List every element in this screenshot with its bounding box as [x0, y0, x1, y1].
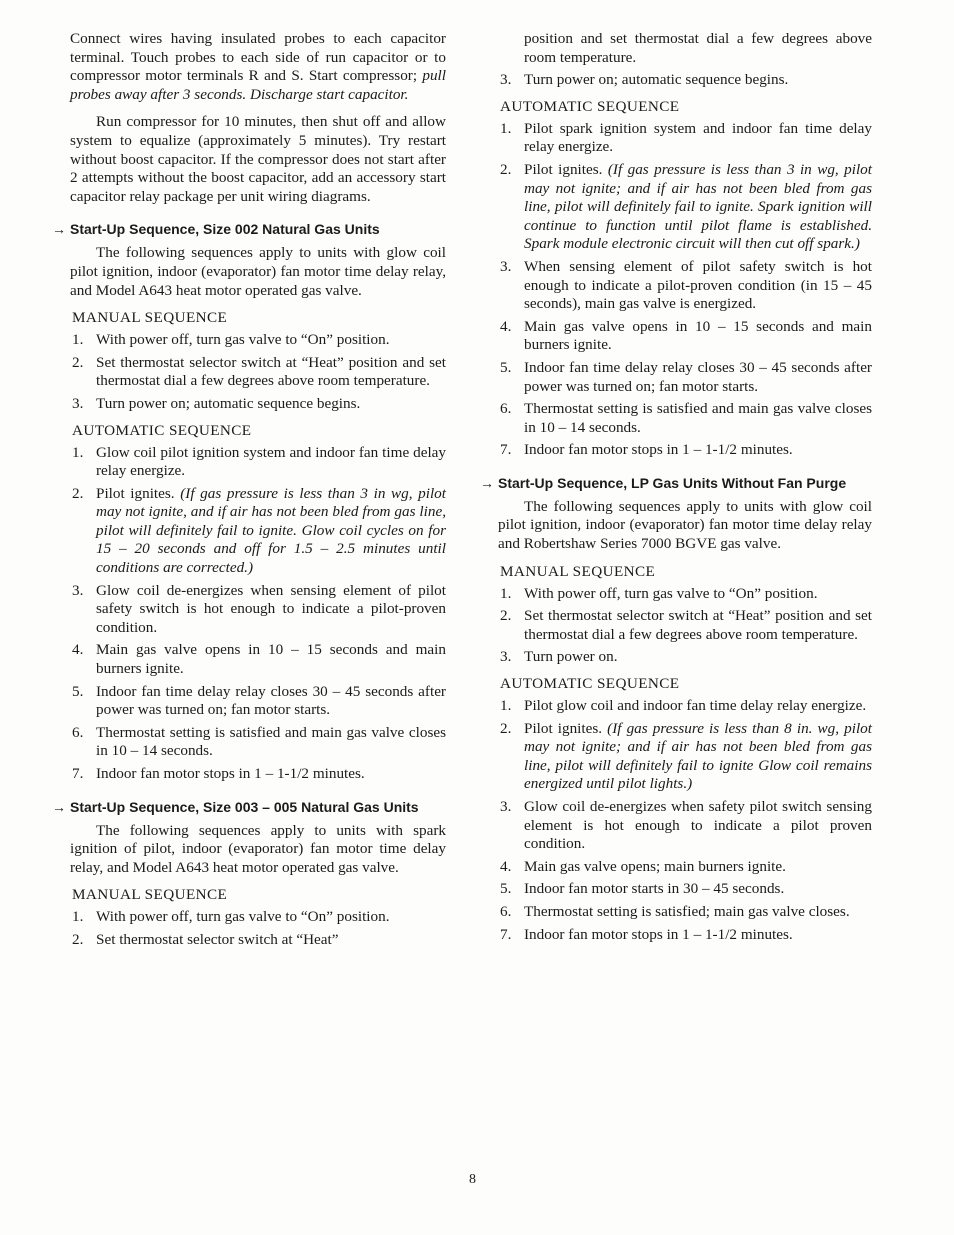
- list-text: Main gas valve opens in 10 – 15 seconds and main burners ignite.: [96, 641, 446, 678]
- arrow-icon: →: [52, 221, 66, 238]
- heading-text: Start-Up Sequence, Size 002 Natural Gas Units: [70, 221, 380, 238]
- list-number: 5.: [72, 682, 84, 700]
- list-number: 1.: [72, 331, 84, 349]
- list-item: [498, 697, 872, 716]
- manual-sequence-label: MANUAL SEQUENCE: [72, 309, 228, 327]
- heading-text: Start-Up Sequence, Size 003 – 005 Natural Gas Units: [70, 798, 419, 815]
- list-item: [498, 798, 872, 854]
- list-text: When sensing element of pilot safety switch is hot enough to indicate a pilot-proven condition (in 15 – 45 seconds), main gas valve is energized.: [524, 257, 872, 313]
- arrow-icon: →: [52, 798, 66, 815]
- list-text: With power off, turn gas valve to “On” position.: [96, 331, 390, 349]
- list-number: 1.: [72, 443, 84, 461]
- list-item: [70, 331, 446, 350]
- list-number: 4.: [72, 641, 84, 659]
- list-number: 2.: [500, 607, 512, 625]
- list-text: Turn power on; automatic sequence begins.: [96, 394, 361, 412]
- manual-sequence-label: MANUAL SEQUENCE: [72, 886, 228, 904]
- list-item: [498, 318, 872, 355]
- list-text: With power off, turn gas valve to “On” position.: [96, 908, 390, 926]
- list-number: 3.: [500, 648, 512, 666]
- list-text: Indoor fan motor stops in 1 – 1-1/2 minutes.: [524, 441, 793, 459]
- list-item: [70, 485, 446, 578]
- list-text: Main gas valve opens; main burners ignite.: [524, 857, 786, 875]
- list-text: Set thermostat selector switch at “Heat” position and set thermostat dial a few degrees above room temperature.: [524, 607, 872, 643]
- list-item: [498, 400, 872, 437]
- list-number: 6.: [500, 902, 512, 920]
- section-heading-003-005: [52, 798, 446, 816]
- list-text: Indoor fan motor stops in 1 – 1-1/2 minutes.: [96, 765, 365, 782]
- list-text-italic: (If gas pressure is less than 3 in wg, pilot may not ignite, and if air has not been bled from gas line, pilot will definitely fail to ignite. Glow coil cycles on for 15 – 20 seconds and off for 1.5 – 2.5 minutes until conditions are corrected.): [96, 484, 446, 577]
- capacitor-text: Connect wires having insulated probes to each capacitor terminal. Touch probes to each side of run capacitor or to compressor motor terminals R and S. Start compressor;: [70, 30, 446, 85]
- list-number: 1.: [500, 119, 512, 137]
- right-column: [480, 30, 872, 948]
- manual-sequence-list: [498, 585, 872, 667]
- list-text: Indoor fan motor stops in 1 – 1-1/2 minutes.: [524, 925, 793, 943]
- list-number: 7.: [72, 765, 84, 782]
- list-text: Main gas valve opens in 10 – 15 seconds and main burners ignite.: [524, 317, 872, 354]
- list-text: With power off, turn gas valve to “On” position.: [524, 584, 818, 602]
- list-item: [70, 683, 446, 720]
- list-number: 7.: [500, 925, 512, 943]
- section-intro: The following sequences apply to units with glow coil pilot ignition, indoor (evaporator) fan motor time delay relay, and Model A643 heat motor operated gas valve.: [70, 244, 446, 299]
- list-number: 1.: [500, 584, 512, 602]
- list-number: 1.: [72, 908, 84, 926]
- list-text: position and set thermostat dial a few degrees above room temperature.: [524, 30, 872, 66]
- list-number: 3.: [500, 798, 512, 815]
- list-number: 4.: [500, 857, 512, 875]
- list-item: [70, 908, 446, 927]
- section-heading-lp-gas: [480, 474, 872, 492]
- list-number: 2.: [72, 353, 84, 371]
- list-number: 3.: [500, 71, 512, 89]
- list-item: [70, 765, 446, 784]
- list-text: Thermostat setting is satisfied and main gas valve closes in 10 – 14 seconds.: [96, 723, 446, 760]
- list-text: Pilot glow coil and indoor fan time delay relay energize.: [524, 697, 867, 715]
- list-number: 3.: [500, 257, 512, 275]
- automatic-sequence-label: AUTOMATIC SEQUENCE: [500, 675, 680, 693]
- automatic-sequence-list: [498, 120, 872, 460]
- section-intro: The following sequences apply to units with glow coil pilot ignition, indoor (evaporator) fan motor time delay relay and Robertshaw Series 7000 BGVE gas valve.: [498, 497, 872, 553]
- list-number: 5.: [500, 880, 512, 898]
- list-number: 5.: [500, 358, 512, 376]
- list-text: Pilot ignites.: [524, 160, 608, 178]
- automatic-sequence-list: [498, 697, 872, 944]
- list-text: Indoor fan time delay relay closes 30 – 45 seconds after power was turned on; fan motor starts.: [96, 682, 446, 719]
- list-text: Pilot ignites.: [96, 484, 181, 502]
- list-item: [70, 724, 446, 761]
- list-item: [498, 858, 872, 877]
- list-item: [498, 926, 872, 945]
- manual-sequence-continued: [498, 30, 872, 90]
- list-text: Indoor fan motor starts in 30 – 45 seconds.: [524, 880, 785, 898]
- automatic-sequence-list: [70, 444, 446, 784]
- list-item: [70, 582, 446, 638]
- list-item: [498, 585, 872, 604]
- list-text: Glow coil de-energizes when sensing element of pilot safety switch is hot enough to indicate a pilot-proven condition.: [96, 581, 446, 636]
- list-number: 6.: [500, 400, 512, 418]
- list-item: [498, 258, 872, 314]
- list-text: Thermostat setting is satisfied; main gas valve closes.: [524, 902, 850, 920]
- list-text: Set thermostat selector switch at “Heat” position and set thermostat dial a few degrees above room temperature.: [96, 353, 446, 390]
- list-item: [498, 441, 872, 460]
- list-text: Glow coil pilot ignition system and indoor fan time delay relay energize.: [96, 443, 446, 480]
- heading-text: Start-Up Sequence, LP Gas Units Without Fan Purge: [498, 474, 847, 491]
- arrow-icon: →: [480, 474, 494, 491]
- manual-sequence-label: MANUAL SEQUENCE: [500, 562, 656, 580]
- list-number: 7.: [500, 441, 512, 459]
- list-number: 4.: [500, 317, 512, 335]
- list-item: [70, 444, 446, 481]
- list-text: Glow coil de-energizes when safety pilot switch sensing element is hot enough to indicate a pilot proven condition.: [524, 798, 872, 853]
- list-number: 2.: [72, 484, 84, 502]
- list-item: [498, 903, 872, 922]
- list-item: [498, 71, 872, 90]
- list-item: [70, 931, 446, 950]
- list-text: Thermostat setting is satisfied and main gas valve closes in 10 – 14 seconds.: [524, 400, 872, 436]
- list-text: Set thermostat selector switch at “Heat”: [96, 930, 339, 948]
- section-heading-002: [52, 220, 446, 238]
- list-number: 6.: [72, 723, 84, 741]
- list-number: 1.: [500, 697, 512, 715]
- list-item: [498, 720, 872, 794]
- list-text-italic: (If gas pressure is less than 8 in. wg, pilot may not ignite; and if air has not been bled from gas line, pilot will definitely fail to ignite Glow coil remains energized until pilot lights.): [524, 719, 872, 793]
- run-compressor-paragraph: Run compressor for 10 minutes, then shut off and allow system to equalize (approximately 5 minutes). Try restart without boost capacitor. If the compressor does not start after 2 attempts without the boost capacitor, add an accessory start capacitor relay package per unit wiring diagrams.: [70, 113, 446, 205]
- manual-sequence-list: [70, 908, 446, 949]
- list-item: [498, 359, 872, 396]
- section-intro: The following sequences apply to units with spark ignition of pilot, indoor (evaporator) fan motor time delay relay, and Model A643 heat motor operated gas valve.: [70, 821, 446, 876]
- list-text-italic: (If gas pressure is less than 3 in wg, pilot may not ignite; and if air has not been bled from gas line, pilot will definitely fail to ignite. Spark ignition will continue to function until pilot flame is established. Spark module electronic circuit will then cut off spark.): [524, 160, 872, 253]
- list-text: Pilot spark ignition system and indoor fan time delay relay energize.: [524, 119, 872, 156]
- automatic-sequence-label: AUTOMATIC SEQUENCE: [72, 421, 252, 439]
- list-item: [70, 641, 446, 678]
- manual-sequence-list: [70, 331, 446, 413]
- list-item: [498, 607, 872, 644]
- list-number: 3.: [72, 394, 84, 412]
- list-item: [70, 395, 446, 414]
- list-text: Turn power on; automatic sequence begins.: [524, 71, 789, 89]
- list-item: [498, 161, 872, 254]
- left-column: [52, 30, 446, 954]
- list-number: 2.: [72, 930, 84, 948]
- list-number: 3.: [72, 581, 84, 599]
- list-item: [498, 880, 872, 899]
- list-number: 2.: [500, 160, 512, 178]
- automatic-sequence-label: AUTOMATIC SEQUENCE: [500, 97, 680, 115]
- list-text: Pilot ignites.: [524, 719, 608, 737]
- list-item: [498, 648, 872, 667]
- page-number: 8: [469, 1172, 476, 1187]
- list-text: Indoor fan time delay relay closes 30 – 45 seconds after power was turned on; fan motor starts.: [524, 358, 872, 395]
- list-number: 2.: [500, 719, 512, 737]
- list-text: Turn power on.: [524, 648, 618, 666]
- list-item-continued: [498, 30, 872, 67]
- capacitor-text-italic: pull probes away after 3 seconds. Discharge start capacitor.: [70, 67, 446, 103]
- capacitor-paragraph: [70, 30, 446, 104]
- list-item: [70, 354, 446, 391]
- list-item: [498, 120, 872, 157]
